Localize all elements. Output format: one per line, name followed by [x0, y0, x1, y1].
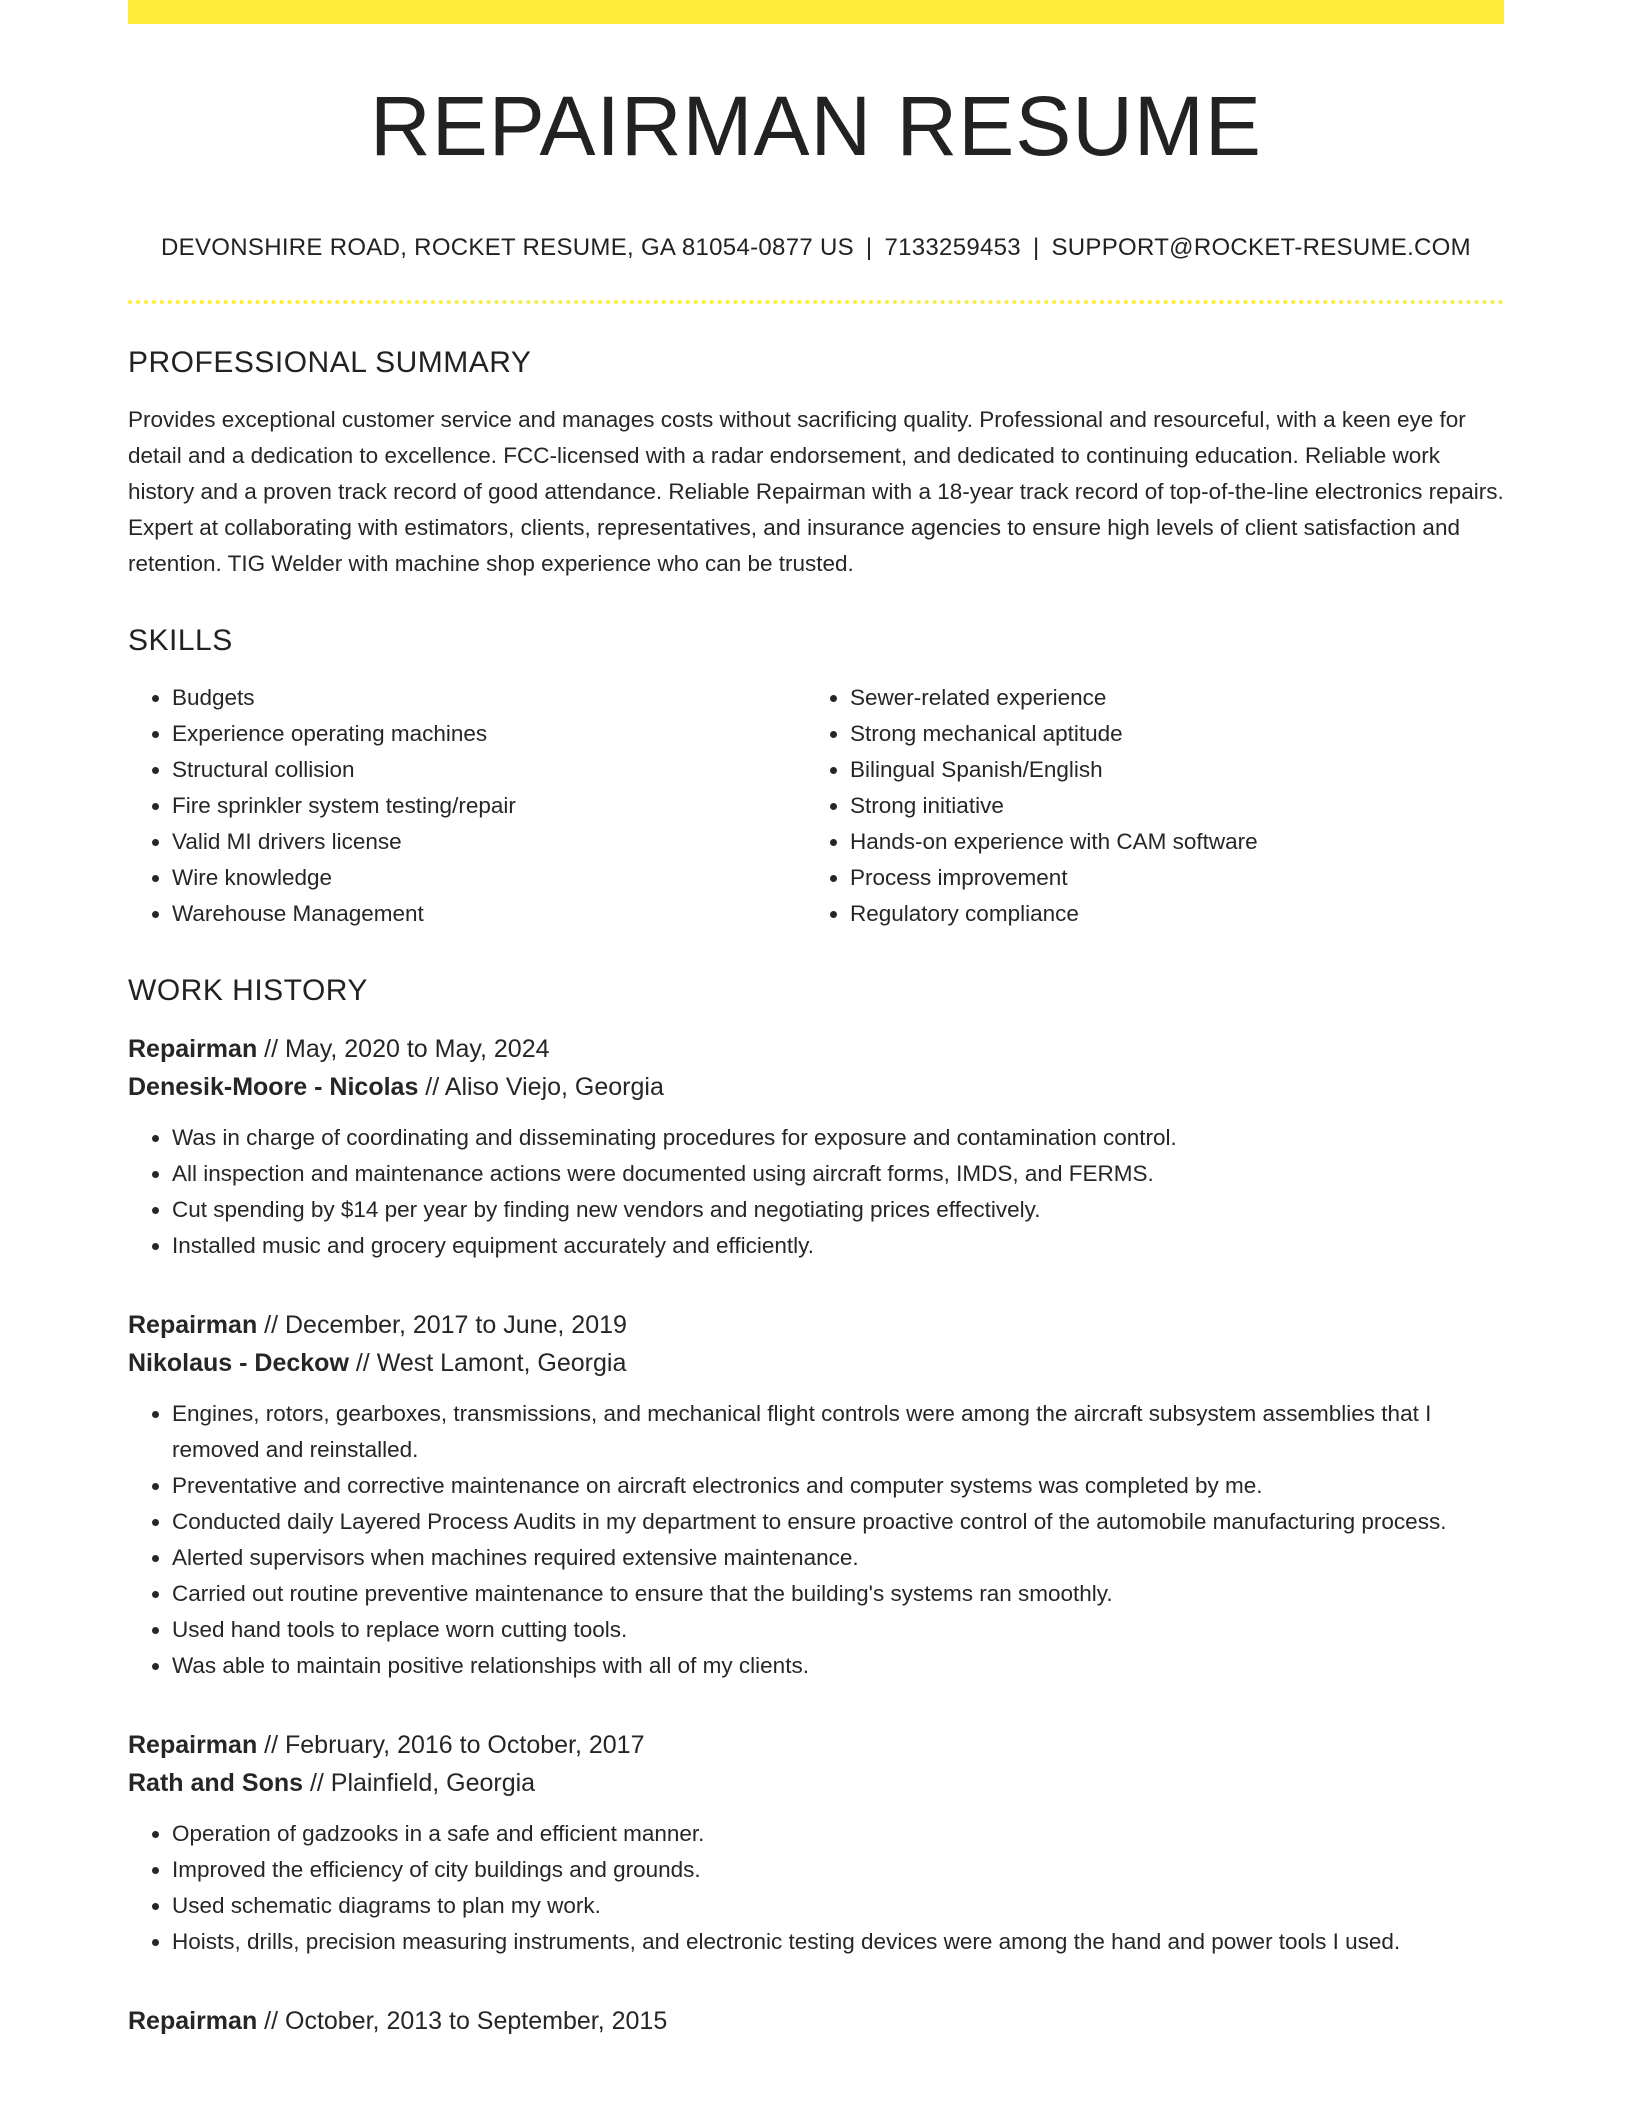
contact-address: DEVONSHIRE ROAD, ROCKET RESUME, GA 81054-0877 US: [161, 234, 854, 261]
work-history-heading: WORK HISTORY: [128, 974, 368, 1007]
skill-item: • Warehouse Management: [172, 896, 806, 932]
skill-item: • Wire knowledge: [172, 860, 806, 896]
job-title: Repairman: [128, 1311, 258, 1339]
skills-columns: [128, 680, 1504, 932]
job-entry: [128, 2002, 1504, 2040]
job-title: Repairman: [128, 1035, 258, 1063]
job-dates: // December, 2017 to June, 2019: [257, 1311, 627, 1339]
skill-item: • Structural collision: [172, 752, 806, 788]
skills-section: [128, 624, 1504, 932]
job-dates: // October, 2013 to September, 2015: [257, 2007, 668, 2035]
job-bullet: • Was able to maintain positive relationships with all of my clients.: [172, 1648, 1504, 1684]
job-location: // Aliso Viejo, Georgia: [418, 1073, 664, 1101]
job-entry: [128, 1030, 1504, 1264]
skill-item: • Hands-on experience with CAM software: [850, 824, 1484, 860]
job-title-line: [128, 1726, 1504, 1764]
contact-phone: 7133259453: [884, 234, 1021, 261]
job-company: Nikolaus - Deckow: [128, 1349, 349, 1377]
job-dates: // February, 2016 to October, 2017: [257, 1731, 645, 1759]
skill-item: • Experience operating machines: [172, 716, 806, 752]
job-bullet: • Installed music and grocery equipment accurately and efficiently.: [172, 1228, 1504, 1264]
skill-item: • Process improvement: [850, 860, 1484, 896]
skill-item: • Sewer-related experience: [850, 680, 1484, 716]
job-bullet: • Preventative and corrective maintenance on aircraft electronics and computer systems was completed by me.: [172, 1468, 1504, 1504]
job-title-line: [128, 1306, 1504, 1344]
job-bullet: • Conducted daily Layered Process Audits in my department to ensure proactive control of the automobile manufacturing process.: [172, 1504, 1504, 1540]
work-history-section: [128, 974, 1504, 2040]
job-title-line: [128, 1030, 1504, 1068]
job-company: Rath and Sons: [128, 1769, 304, 1797]
job-entry: [128, 1306, 1504, 1684]
summary-section: [128, 346, 1504, 582]
contact-email: SUPPORT@ROCKET-RESUME.COM: [1051, 234, 1471, 261]
job-bullets: [128, 1396, 1504, 1684]
contact-line: [128, 234, 1504, 262]
resume-page: [128, 0, 1504, 2082]
summary-text: Provides exceptional customer service and manages costs without sacrificing quality. Professional and resourceful, with a keen eye for detail and a dedication to excellence. FCC-licensed with a radar endorsement, and dedicated to continuing education. Reliable work history and a proven track record of good attendance. Reliable Repairman with a 18-year track record of top-of-the-line electronics repairs. Expert at collaborating with estimators, clients, representatives, and insurance agencies to ensure high levels of client satisfaction and retention. TIG Welder with machine shop experience who can be trusted.: [128, 407, 1504, 576]
job-title-line: [128, 2002, 1504, 2040]
dotted-divider: [128, 300, 1504, 304]
job-entry: [128, 1726, 1504, 1960]
job-bullet: • Improved the efficiency of city buildings and grounds.: [172, 1852, 1504, 1888]
resume-title: REPAIRMAN RESUME: [370, 79, 1262, 173]
skill-item: • Fire sprinkler system testing/repair: [172, 788, 806, 824]
job-title: Repairman: [128, 2007, 258, 2035]
skill-item: • Strong mechanical aptitude: [850, 716, 1484, 752]
job-location: // Plainfield, Georgia: [303, 1769, 536, 1797]
contact-separator: |: [1032, 234, 1040, 261]
contact-separator: |: [865, 234, 873, 261]
job-bullet: • Engines, rotors, gearboxes, transmissions, and mechanical flight controls were among the aircraft subsystem assemblies that I removed and reinstalled.: [172, 1396, 1504, 1468]
skill-item: • Strong initiative: [850, 788, 1484, 824]
job-bullet: • Alerted supervisors when machines required extensive maintenance.: [172, 1540, 1504, 1576]
job-bullet: • Cut spending by $14 per year by finding new vendors and negotiating prices effectively.: [172, 1192, 1504, 1228]
job-company-line: [128, 1344, 1504, 1382]
job-bullet: • Was in charge of coordinating and disseminating procedures for exposure and contamination control.: [172, 1120, 1504, 1156]
skill-item: • Bilingual Spanish/English: [850, 752, 1484, 788]
skills-list-right: [806, 680, 1484, 932]
top-accent-bar: [128, 0, 1504, 24]
skill-item: • Valid MI drivers license: [172, 824, 806, 860]
skill-item: • Budgets: [172, 680, 806, 716]
job-bullet: • Carried out routine preventive maintenance to ensure that the building's systems ran smoothly.: [172, 1576, 1504, 1612]
job-location: // West Lamont, Georgia: [348, 1349, 627, 1377]
job-bullet: • Hoists, drills, precision measuring instruments, and electronic testing devices were among the hand and power tools I used.: [172, 1924, 1504, 1960]
job-bullet: • Used hand tools to replace worn cutting tools.: [172, 1612, 1504, 1648]
job-company-line: [128, 1068, 1504, 1106]
job-company-line: [128, 1764, 1504, 1802]
summary-heading: PROFESSIONAL SUMMARY: [128, 346, 532, 379]
skill-item: • Regulatory compliance: [850, 896, 1484, 932]
job-title: Repairman: [128, 1731, 258, 1759]
skills-heading: SKILLS: [128, 624, 233, 657]
job-dates: // May, 2020 to May, 2024: [257, 1035, 550, 1063]
job-bullet: • Operation of gadzooks in a safe and efficient manner.: [172, 1816, 1504, 1852]
job-bullets: [128, 1120, 1504, 1264]
job-bullet: • All inspection and maintenance actions were documented using aircraft forms, IMDS, and FERMS.: [172, 1156, 1504, 1192]
job-bullets: [128, 1816, 1504, 1960]
job-company: Denesik-Moore - Nicolas: [128, 1073, 419, 1101]
skills-list-left: [128, 680, 806, 932]
job-bullet: • Used schematic diagrams to plan my work.: [172, 1888, 1504, 1924]
